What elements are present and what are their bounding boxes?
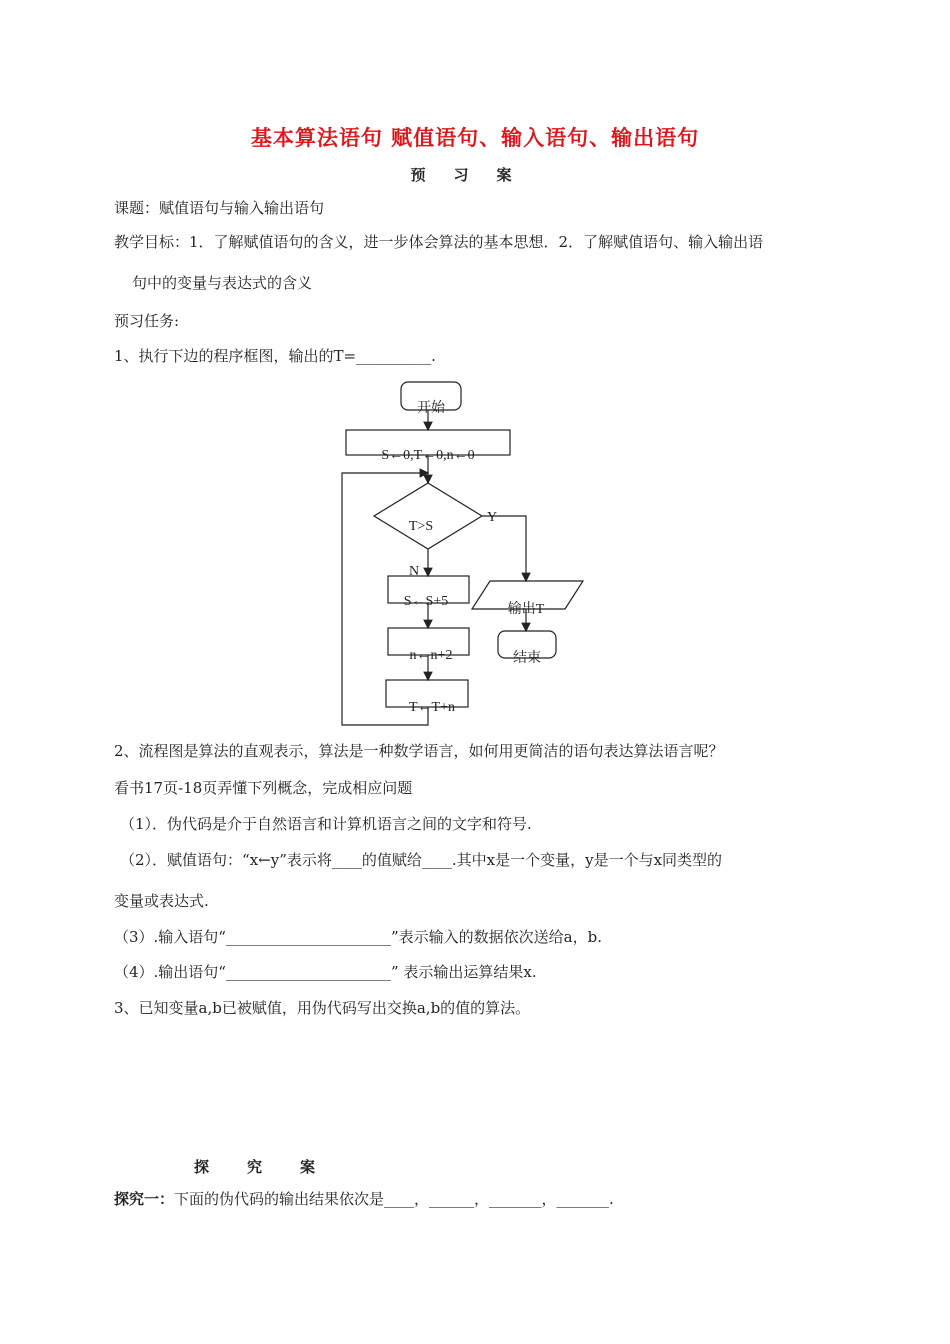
flow-output-label: 输出T xyxy=(507,602,545,617)
flow-no-label: N xyxy=(408,564,420,579)
teaching-objective-line2: 句中的变量与表达式的含义 xyxy=(132,274,313,292)
teaching-objective-line1: 教学目标：1．了解赋值语句的含义，进一步体会算法的基本思想．2．了解赋值语句、输入输出语 xyxy=(114,233,764,251)
section-title-preview: 预习案 xyxy=(410,166,540,184)
concept-item-1: （1）．伪代码是介于自然语言和计算机语言之间的文字和符号. xyxy=(120,815,532,833)
flow-step1-label: S←S+5 xyxy=(403,594,449,609)
concept-item-2-line2: 变量或表达式. xyxy=(114,892,209,910)
flow-decision-diamond xyxy=(374,483,482,549)
flow-arrow-yes xyxy=(482,516,526,581)
explore-1 xyxy=(114,1189,614,1209)
flow-condition-label: T>S xyxy=(408,519,434,534)
page-title: 基本算法语句 赋值语句、输入语句、输出语句 xyxy=(250,126,700,150)
preview-tasks-label: 预习任务: xyxy=(114,312,180,330)
flow-start-label: 开始 xyxy=(417,401,445,416)
question-2: 2、流程图是算法的直观表示，算法是一种数学语言，如何用更简洁的语句表达算法语言呢？ xyxy=(114,742,724,760)
reading-instruction: 看书17页-18页弄懂下列概念，完成相应问题 xyxy=(114,779,413,797)
concept-item-2-line1: （2）．赋值语句：“x←y”表示将____的值赋给____.其中x是一个变量，y是一个与x同类型的 xyxy=(120,851,723,869)
concept-item-3: （3）.输入语句“______________________”表示输入的数据依次送给a，b. xyxy=(114,928,602,946)
question-1: 1、执行下边的程序框图，输出的T=__________. xyxy=(114,347,436,365)
flow-yes-label: Y xyxy=(486,510,498,525)
section-title-explore: 探究案 xyxy=(194,1158,354,1176)
explore-1-label: 探究一： xyxy=(114,1190,175,1208)
concept-item-4: （4）.输出语句“______________________” 表示输出运算结果x. xyxy=(114,963,537,981)
flow-end-label: 结束 xyxy=(513,651,541,666)
question-3: 3、已知变量a,b已被赋值，用伪代码写出交换a,b的值的算法。 xyxy=(114,999,531,1017)
flow-init-label: S←0,T←0,n←0 xyxy=(381,448,475,463)
explore-1-text: 下面的伪代码的输出结果依次是____，______，_______，_______. xyxy=(174,1190,614,1208)
course-topic: 课题：赋值语句与输入输出语句 xyxy=(114,199,325,217)
flow-step3-label: T←T+n xyxy=(409,700,455,715)
flow-step2-label: n←n+2 xyxy=(409,648,453,663)
